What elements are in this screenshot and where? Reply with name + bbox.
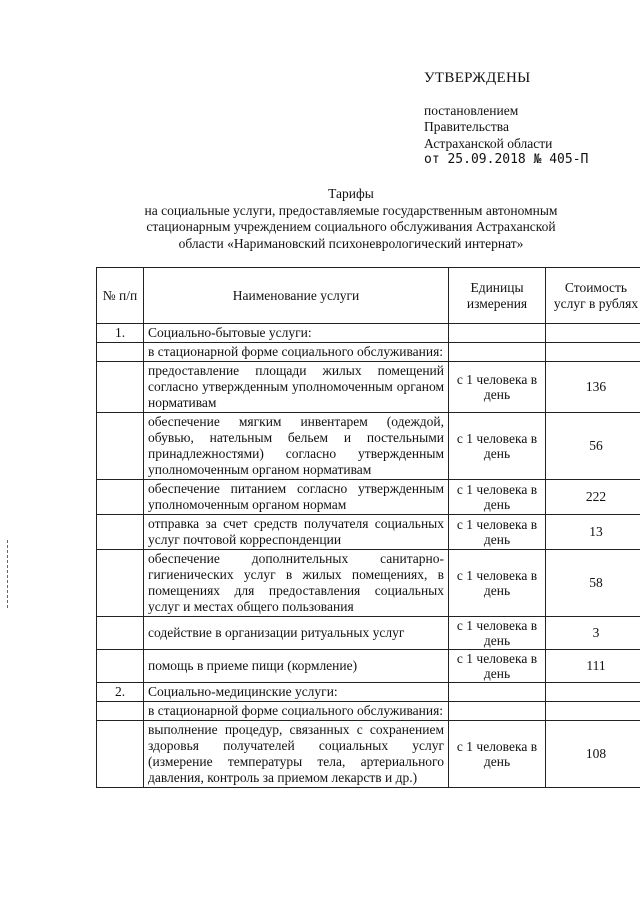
- title-line: Тарифы: [328, 186, 374, 201]
- row-cost: 136: [546, 362, 640, 413]
- row-num: [97, 343, 144, 362]
- row-unit: с 1 человека в день: [449, 650, 546, 683]
- row-unit: с 1 человека в день: [449, 721, 546, 788]
- row-cost: 56: [546, 413, 640, 480]
- table-header-row: [97, 268, 640, 324]
- row-name: выполнение процедур, связанных с сохранением здоровья получателей социальных услуг (измерение температуры тела, артериального давления, контроль за приемом лекарств и др.): [144, 721, 449, 788]
- row-unit: с 1 человека в день: [449, 413, 546, 480]
- row-unit: с 1 человека в день: [449, 515, 546, 550]
- approval-line: постановлением: [424, 102, 519, 118]
- table-row: [97, 324, 640, 343]
- row-name: обеспечение дополнительных санитарно-гигиенических услуг в жилых помещениях, в помещениях для предоставления социальных услуг и местах общего пользования: [144, 550, 449, 617]
- table-row: [97, 721, 640, 788]
- table-row: [97, 617, 640, 650]
- row-num: [97, 362, 144, 413]
- row-cost: 108: [546, 721, 640, 788]
- document-title: [96, 186, 606, 252]
- row-num: [97, 550, 144, 617]
- title-line: стационарным учреждением социального обслуживания Астраханской: [146, 219, 556, 234]
- row-cost: 58: [546, 550, 640, 617]
- row-unit: с 1 человека в день: [449, 550, 546, 617]
- row-name: Социально-медицинские услуги:: [144, 683, 449, 702]
- row-num: [97, 617, 144, 650]
- title-line: области «Наримановский психоневрологический интернат»: [178, 235, 524, 251]
- row-unit: [449, 324, 546, 343]
- header-name: Наименование услуги: [144, 268, 449, 324]
- approval-line: Правительства: [424, 119, 509, 134]
- table-row: [97, 480, 640, 515]
- header-num: № п/п: [97, 268, 144, 324]
- row-cost: [546, 683, 640, 702]
- approval-decree: от 25.09.2018 № 405-П: [424, 152, 589, 167]
- row-cost: [546, 324, 640, 343]
- row-unit: [449, 343, 546, 362]
- row-unit: с 1 человека в день: [449, 362, 546, 413]
- row-name: отправка за счет средств получателя социальных услуг почтовой корреспонденции: [144, 515, 449, 550]
- row-num: 2.: [97, 683, 144, 702]
- row-cost: 3: [546, 617, 640, 650]
- row-num: [97, 480, 144, 515]
- tariff-table: [96, 267, 640, 788]
- row-num: 1.: [97, 324, 144, 343]
- header-cost: Стоимость услуг в рублях: [546, 268, 640, 324]
- approval-stamp: [424, 70, 588, 169]
- row-name: предоставление площади жилых помещений согласно утвержденным уполномоченным органом нормативам: [144, 362, 449, 413]
- row-name: Социально-бытовые услуги:: [144, 324, 449, 343]
- row-cost: 13: [546, 515, 640, 550]
- title-line: на социальные услуги, предоставляемые государственным автономным: [144, 202, 558, 218]
- table-row: [97, 343, 640, 362]
- approval-line: Астраханской области: [424, 135, 553, 151]
- table-row: [97, 515, 640, 550]
- row-name: обеспечение мягким инвентарем (одеждой, обувью, нательным бельем и постельными принадлежностями) согласно утвержденным уполномоченным органом нормативам: [144, 413, 449, 480]
- row-num: [97, 702, 144, 721]
- scan-edge-mark: [7, 540, 9, 608]
- table-row: [97, 650, 640, 683]
- row-unit: [449, 683, 546, 702]
- row-cost: [546, 702, 640, 721]
- row-unit: с 1 человека в день: [449, 617, 546, 650]
- row-name: помощь в приеме пищи (кормление): [144, 650, 449, 683]
- table-row: [97, 702, 640, 721]
- table-row: [97, 413, 640, 480]
- header-unit: Единицы измерения: [449, 268, 546, 324]
- approval-heading: УТВЕРЖДЕНЫ: [424, 70, 531, 86]
- row-name: в стационарной форме социального обслуживания:: [144, 702, 449, 721]
- row-cost: 111: [546, 650, 640, 683]
- row-num: [97, 515, 144, 550]
- row-num: [97, 650, 144, 683]
- row-unit: [449, 702, 546, 721]
- table-row: [97, 550, 640, 617]
- row-cost: [546, 343, 640, 362]
- row-unit: с 1 человека в день: [449, 480, 546, 515]
- row-name: обеспечение питанием согласно утвержденным уполномоченным органом нормам: [144, 480, 449, 515]
- row-name: в стационарной форме социального обслуживания:: [144, 343, 449, 362]
- row-num: [97, 721, 144, 788]
- row-cost: 222: [546, 480, 640, 515]
- table-row: [97, 683, 640, 702]
- row-num: [97, 413, 144, 480]
- table-row: [97, 362, 640, 413]
- row-name: содействие в организации ритуальных услуг: [144, 617, 449, 650]
